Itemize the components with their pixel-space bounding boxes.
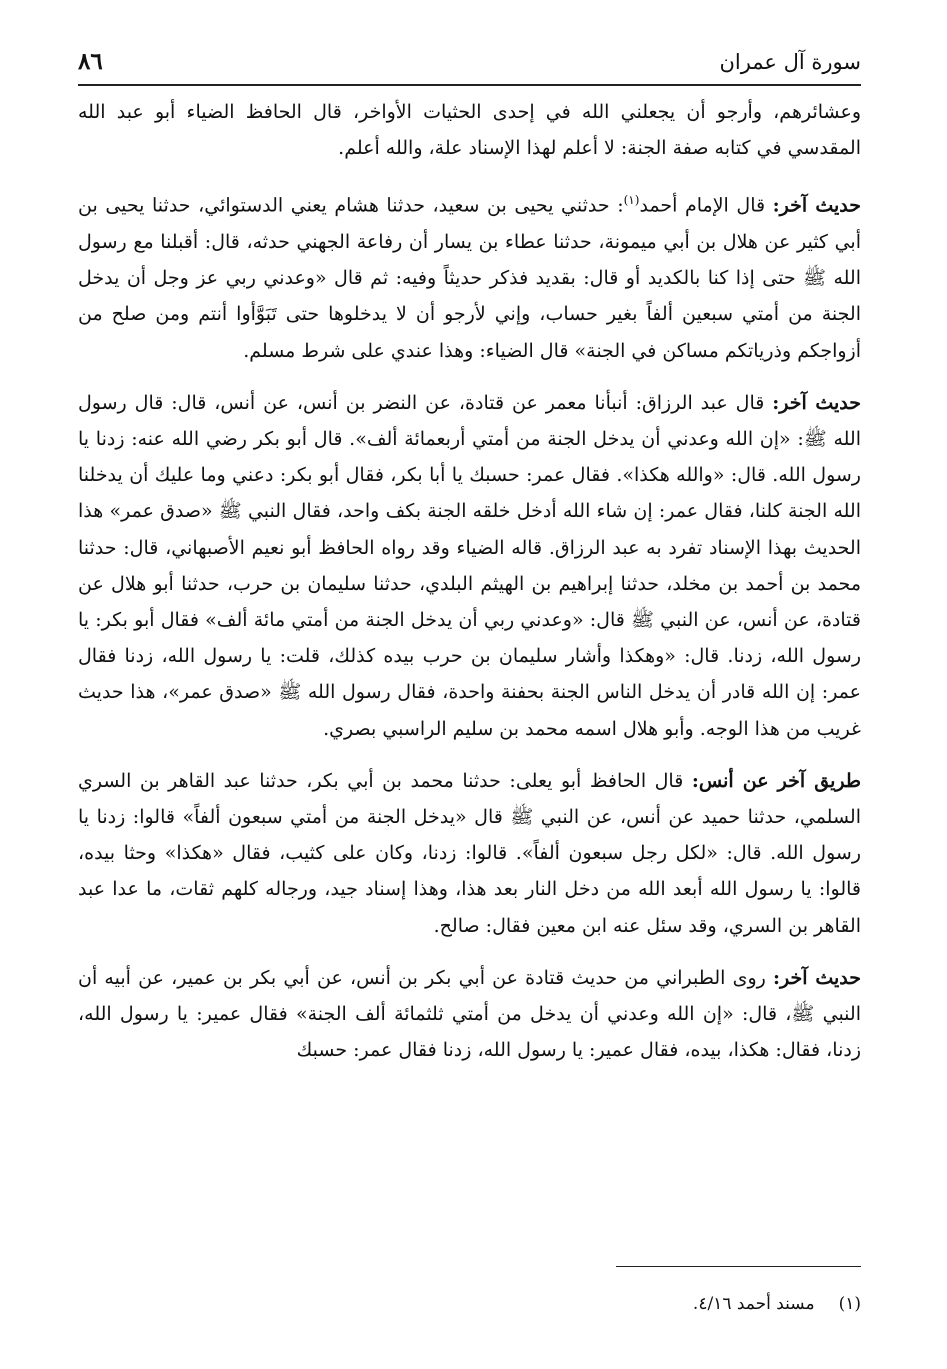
paragraph-text: : حدثني يحيى بن سعيد، حدثنا هشام يعني الدستوائي، حدثنا يحيى بن أبي كثير عن هلال بن أبي ميمونة، حدثنا عطاء بن يسار أن رفاعة الجهني حدثه، قال: أقبلنا مع رسول الله ﷺ حتى إذا كنا بالكديد أو قال: بقديد فذكر حديثاً وفيه: ثم قال «وعدني ربي عز وجل أن يدخل الجنة من أمتي سبعين ألفاً بغير حساب، وإني لأرجو أن لا يدخلوها حتى تَبَوَّأوا أنتم ومن صلح من أزواجكم وذرياتكم مساكن في الجنة» قال الضياء: وهذا عندي على شرط مسلم. [78, 194, 861, 362]
paragraph-text-before-ref: قال الإمام أحمد [639, 194, 773, 217]
paragraph-lead: حديث آخر: [772, 194, 862, 217]
paragraph-text: قال الحافظ أبو يعلى: حدثنا محمد بن أبي بكر، حدثنا عبد القاهر بن السري السلمي، حدثنا حميد عن أنس، عن النبي ﷺ قال «يدخل الجنة من أمتي سبعون ألفاً» قالوا: زدنا يا رسول الله. قال: «لكل رجل سبعون ألفاً». قالوا: زدنا، وكان على كثيب، فقال «هكذا» وحثا بيده، قالوا: يا رسول الله أبعد الله من دخل النار بعد هذا، وهذا إسناد جيد، ورجاله كلهم ثقات، ما عدا عبد القاهر بن السري، وقد سئل عنه ابن معين فقال: صالح. [78, 769, 861, 937]
footnote-ref: (١) [623, 193, 640, 208]
paragraph-2 [78, 182, 861, 368]
paragraph-lead: حديث آخر: [773, 966, 861, 989]
footnote-divider [616, 1266, 861, 1267]
body-text [78, 94, 861, 1084]
paragraph-text: قال عبد الرزاق: أنبأنا معمر عن قتادة، عن النضر بن أنس، عن أنس، قال: قال رسول الله ﷺ: «إن الله وعدني أن يدخل الجنة من أمتي أربعمائة ألف». قال أبو بكر رضي الله عنه: زدنا يا رسول الله. قال: «والله هكذا». فقال عمر: حسبك يا أبا بكر، فقال أبو بكر: دعني وما عليك أن يدخلنا الله الجنة كلنا، فقال عمر: إن شاء الله أدخل خلقه الجنة بكف واحد، فقال النبي ﷺ «صدق عمر» هذا الحديث بهذا الإسناد تفرد به عبد الرزاق. قاله الضياء وقد رواه الحافظ أبو نعيم الأصبهاني، قال: حدثنا محمد بن أحمد بن مخلد، حدثنا إبراهيم بن الهيثم البلدي، حدثنا سليمان بن حرب، حدثنا أبو هلال عن قتادة، عن أنس، عن النبي ﷺ قال: «وعدني ربي أن يدخل الجنة من أمتي مائة ألف» فقال أبو بكر: يا رسول الله، زدنا. قال: «وهكذا وأشار سليمان بن حرب بيده كذلك، قلت: يا رسول الله، زدنا فقال عمر: إن الله قادر أن يدخل الناس الجنة بحفنة واحدة، فقال رسول الله ﷺ «صدق عمر»، هذا حديث غريب من هذا الوجه. وأبو هلال اسمه محمد بن سليم الراسبي بصري. [78, 391, 861, 740]
paragraph-3 [78, 385, 861, 747]
page-number: ٨٦ [78, 48, 103, 75]
paragraph-4 [78, 763, 861, 944]
paragraph-5 [78, 960, 861, 1069]
footnote-number: (١) [838, 1294, 861, 1314]
footnote [78, 1290, 861, 1318]
paragraph-1 [78, 94, 861, 166]
page-header [78, 44, 861, 86]
paragraph-text: روى الطبراني من حديث قتادة عن أبي بكر بن أنس، عن أبي بكر بن عمير، عن أبيه أن النبي ﷺ، قال: «إن الله وعدني أن يدخل من أمتي ثلثمائة ألف الجنة» فقال عمير: يا رسول الله، زدنا، فقال: هكذا، بيده، فقال عمير: يا رسول الله، زدنا فقال عمر: حسبك [78, 966, 861, 1062]
paragraph-lead: حديث آخر: [772, 391, 861, 414]
surah-title: سورة آل عمران [719, 50, 861, 74]
footnote-text: مسند أحمد ٤/١٦. [692, 1294, 815, 1314]
paragraph-lead: طريق آخر عن أنس: [691, 769, 861, 792]
paragraph-text: وعشائرهم، وأرجو أن يجعلني الله في إحدى الحثيات الأواخر، قال الحافظ الضياء أبو عبد الله المقدسي في كتابه صفة الجنة: لا أعلم لهذا الإسناد علة، والله أعلم. [78, 101, 861, 160]
